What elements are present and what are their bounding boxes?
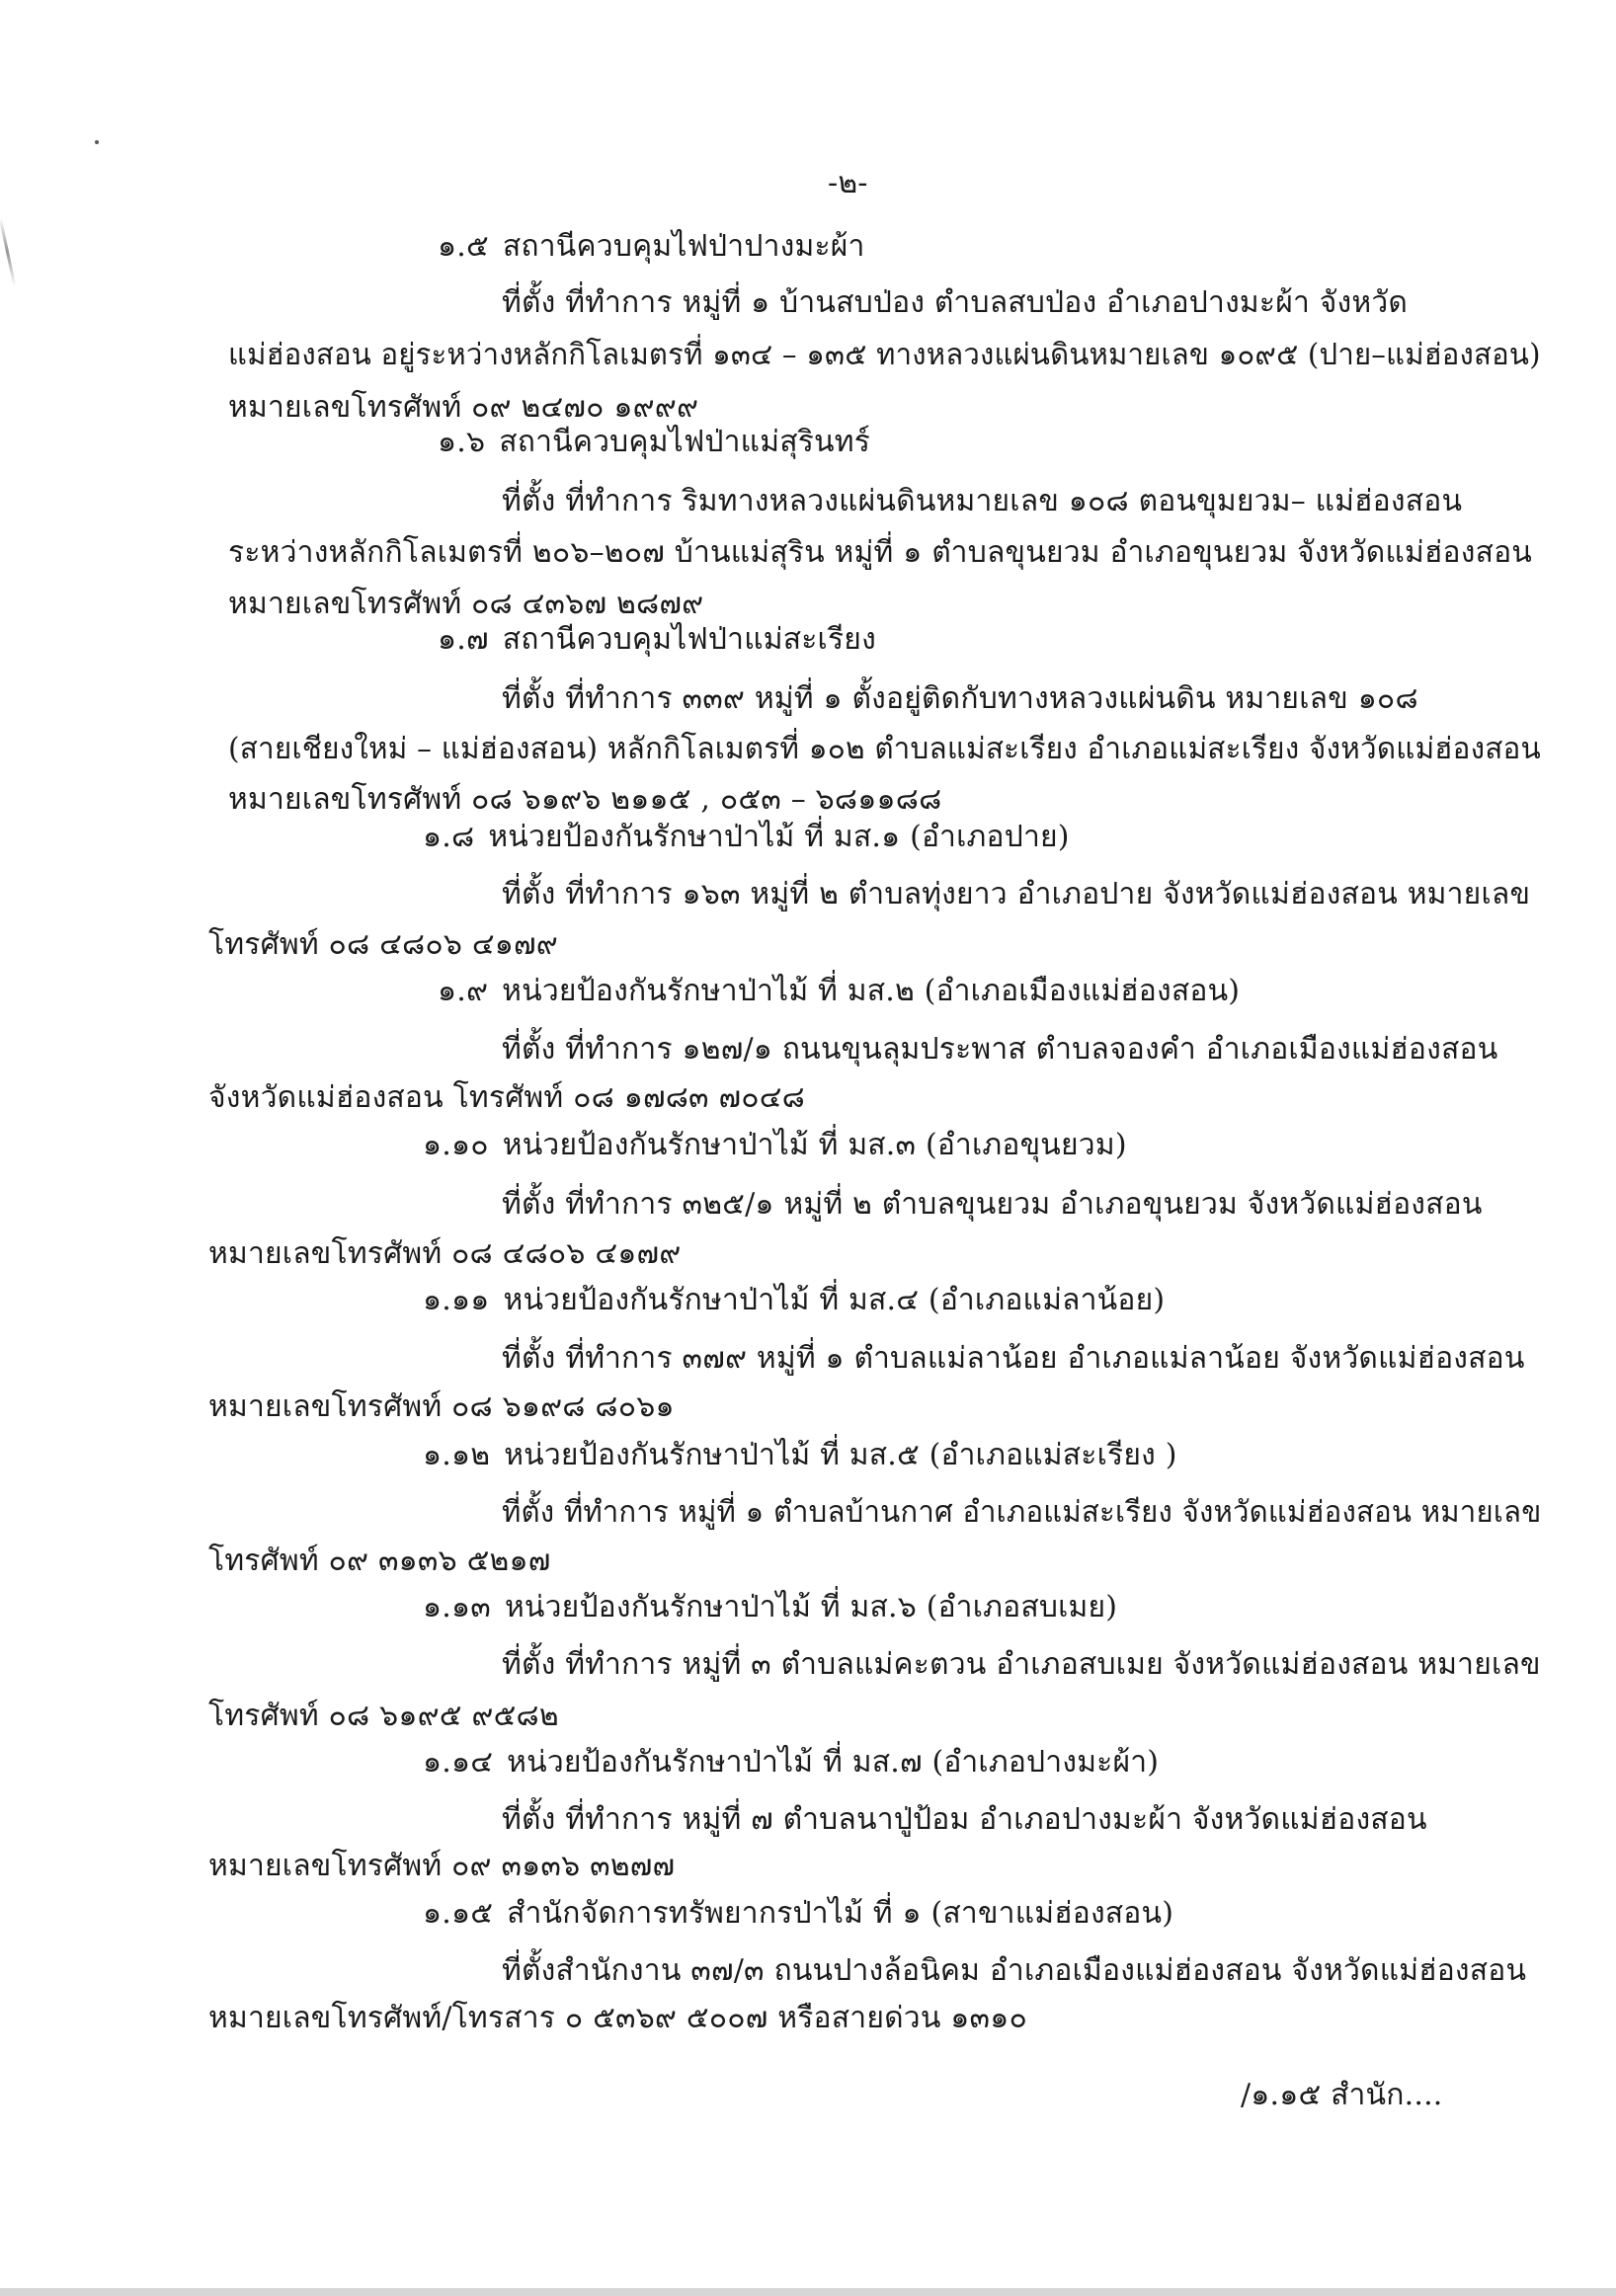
section-line: หมายเลขโทรศัพท์ ๐๘ ๖๑๙๘ ๘๐๖๑ — [208, 1389, 675, 1424]
page-number: -๒- — [828, 166, 868, 200]
section-line: ที่ตั้ง ที่ทำการ หมู่ที่ ๓ ตำบลแม่คะตวน อำเภอสบเมย จังหวัดแม่ฮ่องสอน หมายเลข — [502, 1647, 1541, 1682]
section-number: ๑.๘ — [423, 820, 475, 854]
section-title: หน่วยป้องกันรักษาป่าไม้ ที่ มส.๖ (อำเภอสบเมย) — [504, 1590, 1118, 1624]
section-number: ๑.๑๔ — [423, 1745, 494, 1780]
section-line: ที่ตั้ง ที่ทำการ ๑๒๗/๑ ถนนขุนลุมประพาส ตำบลจองคำ อำเภอเมืองแม่ฮ่องสอน — [502, 1032, 1498, 1067]
section-number: ๑.๙ — [438, 974, 489, 1008]
section-line: ที่ตั้ง ที่ทำการ ๓๗๙ หมู่ที่ ๑ ตำบลแม่ลาน้อย อำเภอแม่ลาน้อย จังหวัดแม่ฮ่องสอน — [502, 1341, 1525, 1376]
section-title: สถานีควบคุมไฟป่าแม่สุรินทร์ — [499, 425, 871, 459]
section-line: โทรศัพท์ ๐๘ ๖๑๙๕ ๙๕๘๒ — [208, 1699, 559, 1733]
section-line: ที่ตั้ง ที่ทำการ ๑๖๓ หมู่ที่ ๒ ตำบลทุ่งยาว อำเภอปาย จังหวัดแม่ฮ่องสอน หมายเลข — [502, 877, 1531, 911]
section-line: ที่ตั้ง ที่ทำการ หมู่ที่ ๑ ตำบลบ้านกาศ อำเภอแม่สะเรียง จังหวัดแม่ฮ่องสอน หมายเลข — [502, 1495, 1542, 1530]
section-title: สถานีควบคุมไฟป่าแม่สะเรียง — [502, 622, 876, 657]
section-line: โทรศัพท์ ๐๘ ๔๘๐๖ ๔๑๗๙ — [208, 927, 558, 962]
section-heading — [423, 1588, 1117, 1627]
section-title: หน่วยป้องกันรักษาป่าไม้ ที่ มส.๒ (อำเภอเมืองแม่ฮ่องสอน) — [502, 974, 1241, 1008]
section-number: ๑.๖ — [438, 425, 486, 459]
section-line: ที่ตั้งสำนักงาน ๓๗/๓ ถนนปางล้อนิคม อำเภอเมืองแม่ฮ่องสอน จังหวัดแม่ฮ่องสอน — [502, 1953, 1527, 1988]
section-title: หน่วยป้องกันรักษาป่าไม้ ที่ มส.๔ (อำเภอแม่ลาน้อย) — [503, 1283, 1166, 1317]
section-heading — [438, 620, 876, 660]
section-number: ๑.๑๒ — [423, 1438, 491, 1472]
section-line: ระหว่างหลักกิโลเมตรที่ ๒๐๖–๒๐๗ บ้านแม่สุริน หมู่ที่ ๑ ตำบลขุนยวม อำเภอขุนยวม จังหวัดแม่ฮ่องสอน — [228, 535, 1533, 570]
section-line: ที่ตั้ง ที่ทำการ ริมทางหลวงแผ่นดินหมายเลข ๑๐๘ ตอนขุมยวม– แม่ฮ่องสอน — [502, 484, 1463, 518]
section-title: สถานีควบคุมไฟป่าปางมะผ้า — [502, 229, 865, 264]
section-line: หมายเลขโทรศัพท์ ๐๘ ๖๑๙๖ ๒๑๑๕ , ๐๕๓ – ๖๘๑๑๘๘ — [228, 782, 942, 817]
scan-edge-mark — [0, 217, 16, 285]
section-heading — [438, 972, 1240, 1011]
section-heading — [438, 423, 870, 462]
section-number: ๑.๗ — [438, 622, 489, 657]
section-line: หมายเลขโทรศัพท์/โทรสาร ๐ ๕๓๖๙ ๕๐๐๗ หรือสายด่วน ๑๓๑๐ — [208, 2001, 1027, 2035]
section-line: หมายเลขโทรศัพท์ ๐๙ ๓๑๓๖ ๓๒๗๗ — [208, 1849, 676, 1883]
section-number: ๑.๑๕ — [423, 1896, 494, 1931]
section-heading — [423, 1126, 1127, 1165]
section-line: ที่ตั้ง ที่ทำการ ๓๓๙ หมู่ที่ ๑ ตั้งอยู่ติดกับทางหลวงแผ่นดิน หมายเลข ๑๐๘ — [502, 681, 1418, 716]
section-line: หมายเลขโทรศัพท์ ๐๘ ๔๓๖๗ ๒๘๗๙ — [228, 587, 704, 621]
section-heading — [423, 1436, 1177, 1475]
section-line: (สายเชียงใหม่ – แม่ฮ่องสอน) หลักกิโลเมตรที่ ๑๐๒ ตำบลแม่สะเรียง อำเภอแม่สะเรียง จังหวัดแม่ฮ่องสอน — [228, 732, 1542, 766]
section-title: สำนักจัดการทรัพยากรป่าไม้ ที่ ๑ (สาขาแม่ฮ่องสอน) — [507, 1896, 1174, 1931]
section-heading — [438, 227, 865, 267]
section-number: ๑.๑๓ — [423, 1590, 491, 1624]
scan-bottom-edge — [0, 2288, 1616, 2296]
section-line: ที่ตั้ง ที่ทำการ หมู่ที่ ๗ ตำบลนาปู่ป้อม อำเภอปางมะผ้า จังหวัดแม่ฮ่องสอน — [502, 1802, 1427, 1837]
section-line: หมายเลขโทรศัพท์ ๐๙ ๒๔๗๐ ๑๙๙๙ — [228, 390, 699, 425]
scan-speck — [95, 140, 99, 144]
section-line: จังหวัดแม่ฮ่องสอน โทรศัพท์ ๐๘ ๑๗๘๓ ๗๐๔๘ — [208, 1080, 806, 1115]
section-title: หน่วยป้องกันรักษาป่าไม้ ที่ มส.๓ (อำเภอขุนยวม) — [502, 1128, 1127, 1162]
section-number: ๑.๑๐ — [423, 1128, 489, 1162]
continuation-note: /๑.๑๕ สำนัก.... — [1241, 2078, 1443, 2112]
section-heading — [423, 818, 1070, 857]
section-title: หน่วยป้องกันรักษาป่าไม้ ที่ มส.๕ (อำเภอแม่สะเรียง ) — [504, 1438, 1177, 1472]
section-line: ที่ตั้ง ที่ทำการ ๓๒๕/๑ หมู่ที่ ๒ ตำบลขุนยวม อำเภอขุนยวม จังหวัดแม่ฮ่องสอน — [502, 1187, 1483, 1222]
section-line: โทรศัพท์ ๐๙ ๓๑๓๖ ๕๒๑๗ — [208, 1544, 551, 1578]
section-title: หน่วยป้องกันรักษาป่าไม้ ที่ มส.๑ (อำเภอปาย) — [488, 820, 1070, 854]
section-heading — [423, 1743, 1159, 1782]
section-line: ที่ตั้ง ที่ทำการ หมู่ที่ ๑ บ้านสบป่อง ตำบลสบป่อง อำเภอปางมะผ้า จังหวัด — [502, 285, 1409, 320]
section-heading — [423, 1894, 1173, 1934]
section-line: แม่ฮ่องสอน อยู่ระหว่างหลักกิโลเมตรที่ ๑๓๔ – ๑๓๕ ทางหลวงแผ่นดินหมายเลข ๑๐๙๕ (ปาย–แม่ฮ่องสอน) — [228, 338, 1541, 372]
section-number: ๑.๑๑ — [423, 1283, 490, 1317]
section-title: หน่วยป้องกันรักษาป่าไม้ ที่ มส.๗ (อำเภอปางมะผ้า) — [507, 1745, 1160, 1780]
section-number: ๑.๕ — [438, 229, 489, 264]
section-line: หมายเลขโทรศัพท์ ๐๘ ๔๘๐๖ ๔๑๗๙ — [208, 1236, 682, 1271]
section-heading — [423, 1281, 1165, 1320]
